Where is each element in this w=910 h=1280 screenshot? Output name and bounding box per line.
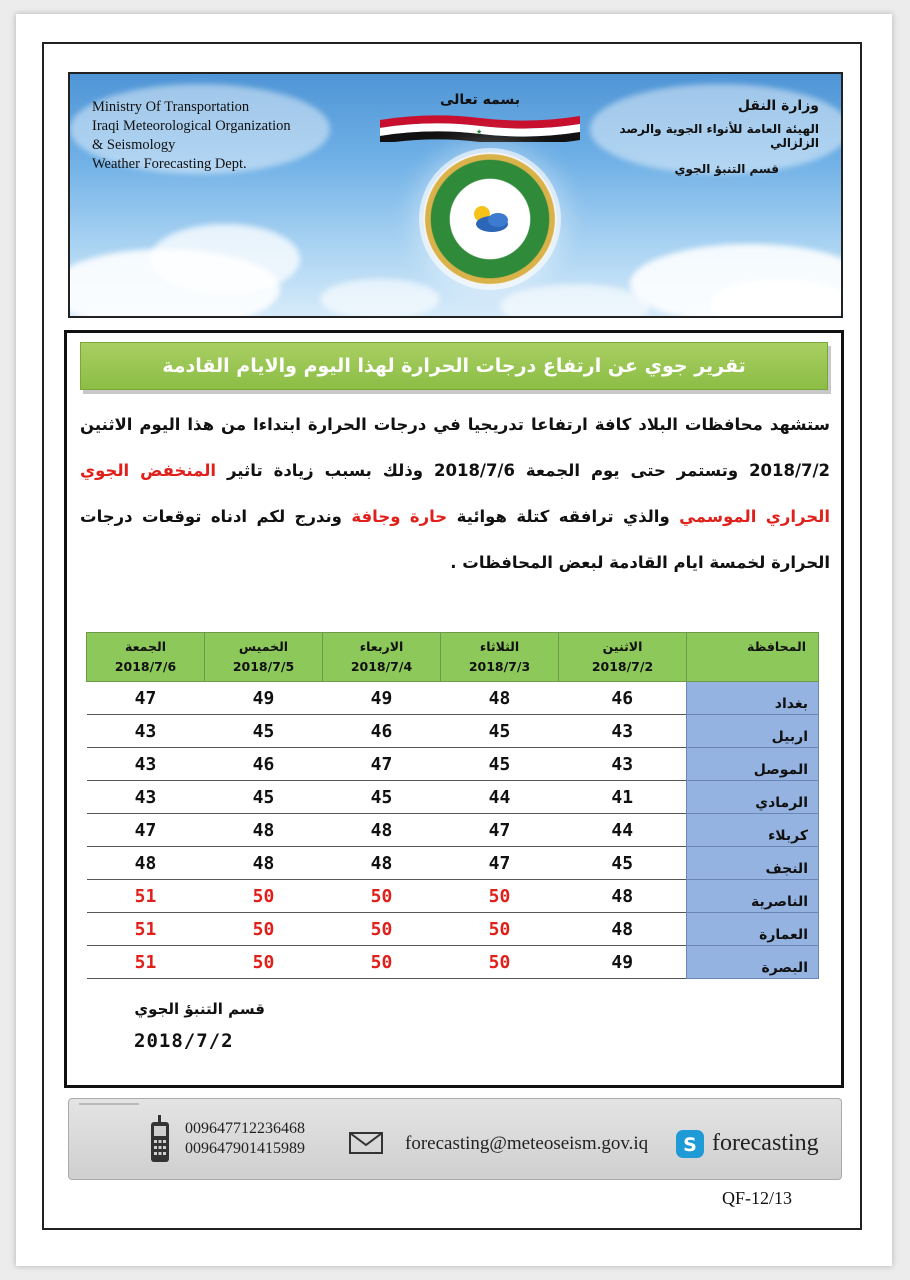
temperature-cell: 43 — [87, 781, 205, 814]
form-code: QF-12/13 — [722, 1188, 793, 1208]
column-header — [323, 633, 441, 682]
para-text: ستشهد محافظات البلاد كافة ارتفاعا تدريجيا في درجات الحرارة ابتداءا من هذا اليوم الاثنين 2018/7/2 وتستمر حتى يوم الجمعة 2018/7/6 وذلك بسبب زيادة تاثير — [80, 415, 830, 480]
en-line: & Seismology — [92, 137, 176, 153]
flag-ribbon-icon — [380, 112, 580, 142]
phone-numbers — [185, 1119, 305, 1159]
temperature-cell: 43 — [87, 748, 205, 781]
temperature-cell: 50 — [205, 880, 323, 913]
temperature-cell: 51 — [87, 946, 205, 979]
temperature-cell: 50 — [441, 880, 559, 913]
mail-icon — [349, 1132, 383, 1154]
header-banner — [68, 72, 843, 318]
seal-area — [355, 74, 605, 318]
day-name: الاثنين — [602, 639, 643, 654]
report-paragraph — [80, 402, 830, 586]
temperature-cell: 46 — [205, 748, 323, 781]
temperature-cell: 45 — [559, 847, 687, 880]
temperature-cell: 48 — [559, 880, 687, 913]
day-name: الجمعة — [124, 639, 166, 654]
basmala-text: بسمه تعالى — [439, 92, 521, 108]
table-row — [87, 748, 819, 781]
temperature-cell: 50 — [323, 913, 441, 946]
temperature-cell: 47 — [441, 847, 559, 880]
footer-department: قسم التنبؤ الجوي — [134, 1000, 265, 1018]
temperature-cell: 41 — [559, 781, 687, 814]
column-header: المحافظة — [687, 633, 819, 682]
temperature-cell: 51 — [87, 913, 205, 946]
table-row — [87, 715, 819, 748]
svg-text:S: S — [683, 1134, 697, 1156]
column-header — [87, 633, 205, 682]
temperature-cell: 46 — [323, 715, 441, 748]
temperature-cell: 48 — [205, 814, 323, 847]
day-date: 2018/7/3 — [468, 659, 531, 674]
temperature-cell: 48 — [441, 682, 559, 715]
column-header — [441, 633, 559, 682]
governorate-cell: الموصل — [687, 748, 819, 781]
skype-handle[interactable]: forecasting — [712, 1130, 819, 1156]
para-text: والذي ترافقه كتلة هوائية — [456, 507, 670, 526]
ar-line: وزارة النقل — [737, 98, 819, 114]
report-title: تقرير جوي عن ارتفاع درجات الحرارة لهذا اليوم والايام القادمة — [80, 342, 828, 390]
day-name: الاربعاء — [359, 639, 404, 654]
temperature-cell: 50 — [205, 913, 323, 946]
temperature-cell: 45 — [323, 781, 441, 814]
table-row — [87, 682, 819, 715]
governorate-cell: البصرة — [687, 946, 819, 979]
email-link[interactable]: forecasting@meteoseism.gov.iq — [405, 1133, 649, 1154]
temperature-cell: 51 — [87, 880, 205, 913]
day-date: 2018/7/5 — [232, 659, 295, 674]
ar-line: الهيئة العامة للأنواء الجوية والرصد الزلزالي — [619, 122, 819, 150]
para-text: وندرج لكم ادناه توقعات درجات الحرارة لخمسة ايام القادمة لبعض المحافظات . — [80, 507, 830, 572]
governorate-cell: الناصرية — [687, 880, 819, 913]
table-row — [87, 847, 819, 880]
english-org-title — [92, 98, 342, 174]
governorate-cell: النجف — [687, 847, 819, 880]
temperature-cell: 46 — [559, 682, 687, 715]
temperature-cell: 50 — [205, 946, 323, 979]
temperature-cell: 43 — [559, 748, 687, 781]
temperature-cell: 49 — [559, 946, 687, 979]
en-line: Ministry Of Transportation — [92, 99, 250, 115]
temperature-cell: 50 — [441, 913, 559, 946]
temperature-cell: 47 — [87, 814, 205, 847]
temperature-cell: 48 — [559, 913, 687, 946]
table-row — [87, 880, 819, 913]
governorate-cell: كربلاء — [687, 814, 819, 847]
temperature-cell: 47 — [323, 748, 441, 781]
temperature-cell: 50 — [441, 946, 559, 979]
temperature-cell: 43 — [87, 715, 205, 748]
temperature-cell: 50 — [323, 880, 441, 913]
forecast-table — [86, 632, 819, 979]
para-highlight: المنخفض الجوي الحراري الموسمي — [80, 461, 831, 526]
temperature-cell: 49 — [205, 682, 323, 715]
sun-cloud-icon — [468, 200, 512, 238]
contact-bar — [68, 1098, 842, 1180]
phone-icon — [149, 1115, 171, 1163]
temperature-cell: 48 — [87, 847, 205, 880]
temperature-cell: 48 — [323, 847, 441, 880]
temperature-cell: 49 — [323, 682, 441, 715]
day-name: الثلاثاء — [479, 639, 520, 654]
temperature-cell: 43 — [559, 715, 687, 748]
temperature-cell: 45 — [441, 748, 559, 781]
footer-date: 2018/7/2 — [134, 1030, 234, 1052]
table-row — [87, 946, 819, 979]
temperature-cell: 45 — [205, 715, 323, 748]
column-header — [205, 633, 323, 682]
phone-number[interactable]: 009647901415989 — [185, 1140, 305, 1157]
skype-icon — [675, 1129, 705, 1159]
day-name: الخميس — [238, 639, 289, 654]
table-row — [87, 913, 819, 946]
temperature-cell: 45 — [205, 781, 323, 814]
en-line: Iraqi Meteorological Organization — [92, 118, 291, 134]
arabic-org-title — [579, 98, 819, 176]
governorate-cell: الرمادي — [687, 781, 819, 814]
organization-seal-icon — [423, 152, 557, 286]
temperature-cell: 44 — [559, 814, 687, 847]
en-line: Weather Forecasting Dept. — [92, 156, 247, 172]
governorate-cell: العمارة — [687, 913, 819, 946]
day-date: 2018/7/2 — [591, 659, 654, 674]
table-row — [87, 814, 819, 847]
temperature-cell: 45 — [441, 715, 559, 748]
temperature-cell: 44 — [441, 781, 559, 814]
svg-text:★: ★ — [476, 128, 483, 136]
phone-number[interactable]: 009647712236468 — [185, 1120, 305, 1137]
temperature-cell: 47 — [441, 814, 559, 847]
governorate-cell: اربيل — [687, 715, 819, 748]
temperature-cell: 50 — [323, 946, 441, 979]
table-header-row — [87, 633, 819, 682]
temperature-cell: 47 — [87, 682, 205, 715]
ar-line: قسم التنبؤ الجوي — [674, 162, 779, 176]
column-header — [559, 633, 687, 682]
day-date: 2018/7/6 — [114, 659, 177, 674]
temperature-cell: 48 — [205, 847, 323, 880]
para-highlight: حارة وجافة — [351, 507, 448, 526]
table-row — [87, 781, 819, 814]
temperature-cell: 48 — [323, 814, 441, 847]
day-date: 2018/7/4 — [350, 659, 413, 674]
governorate-cell: بغداد — [687, 682, 819, 715]
